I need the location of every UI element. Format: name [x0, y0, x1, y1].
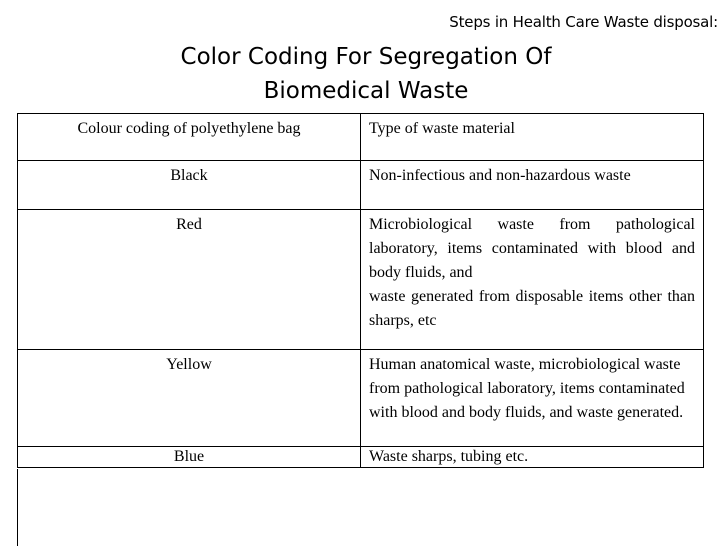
page-title-line-2: Biomedical Waste [263, 78, 469, 104]
cell-waste-red [361, 210, 704, 350]
cell-color-red: Red [18, 210, 361, 350]
header-note: Steps in Health Care Waste disposal: [449, 13, 718, 31]
table-row [18, 161, 704, 210]
waste-red-para-1: Microbiological waste from pathological laboratory, items contaminated with blood and body fluids, and [369, 216, 695, 281]
table-row [18, 447, 704, 468]
cell-color-yellow: Yellow [18, 350, 361, 447]
header-colour-coding: Colour coding of polyethylene bag [18, 114, 361, 161]
cell-waste-blue: Waste sharps, tubing etc. [361, 447, 704, 468]
cell-color-black: Black [18, 161, 361, 210]
header-waste-type: Type of waste material [361, 114, 704, 161]
color-coding-table [17, 113, 704, 468]
table-row [18, 350, 704, 447]
page-title-line-1: Color Coding For Segregation Of [180, 44, 552, 70]
table-left-border-extension [17, 469, 18, 546]
table-header-row [18, 114, 704, 161]
cell-waste-yellow: Human anatomical waste, microbiological waste from pathological laboratory, items contaminated with blood and body fluids, and waste generated. [361, 350, 704, 447]
table-row [18, 210, 704, 350]
cell-waste-black: Non-infectious and non-hazardous waste [361, 161, 704, 210]
page-title [100, 40, 632, 108]
waste-red-para-2: waste generated from disposable items other than sharps, etc [369, 288, 695, 329]
cell-color-blue: Blue [18, 447, 361, 468]
